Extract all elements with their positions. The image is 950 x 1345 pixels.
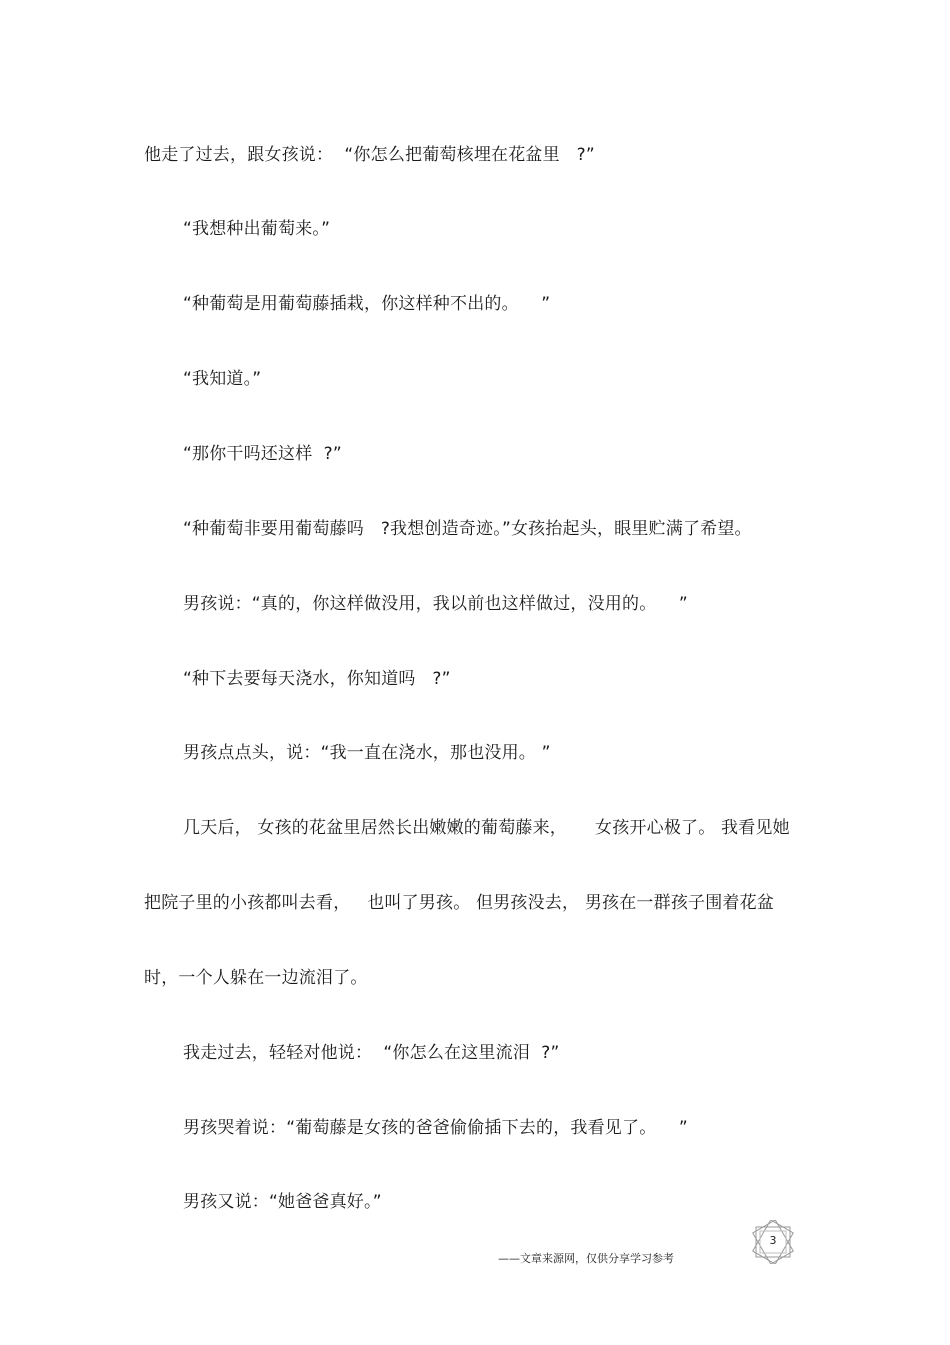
paragraph-line-15: 男孩又说：“她爸爸真好。”	[183, 1192, 382, 1212]
paragraph-line-12: 时，一个人躲在一边流泪了。	[144, 968, 368, 988]
paragraph-line-10: 几天后， 女孩的花盆里居然长出嫩嫩的葡萄藤来， 女孩开心极了。 我看见她	[183, 818, 790, 838]
paragraph-line-4: “我知道。”	[183, 369, 262, 389]
paragraph-line-5: “那你干吗还这样 ?”	[183, 444, 342, 464]
paragraph-line-7: 男孩说：“真的，你这样做没用，我以前也这样做过，没用的。 ”	[183, 594, 688, 614]
paragraph-line-11: 把院子里的小孩都叫去看， 也叫了男孩。 但男孩没去， 男孩在一群孩子围着花盆	[144, 893, 775, 913]
paragraph-line-2: “我想种出葡萄来。”	[183, 219, 331, 239]
source-note: ——文章来源网，仅供分享学习参考	[498, 1252, 674, 1265]
page-number-badge	[748, 1220, 798, 1264]
paragraph-line-1: 他走了过去，跟女孩说： “你怎么把葡萄核埋在花盆里 ?”	[144, 145, 595, 165]
paragraph-line-14: 男孩哭着说：“葡萄藤是女孩的爸爸偷偷插下去的，我看见了。 ”	[183, 1118, 688, 1138]
paragraph-line-9: 男孩点点头，说：“我一直在浇水，那也没用。 ”	[183, 743, 551, 763]
paragraph-line-13: 我走过去，轻轻对他说： “你怎么在这里流泪 ?”	[183, 1043, 560, 1063]
paragraph-line-3: “种葡萄是用葡萄藤插栽，你这样种不出的。 ”	[183, 294, 551, 314]
page-number: 3	[769, 1234, 777, 1247]
paragraph-line-8: “种下去要每天浇水，你知道吗 ?”	[183, 669, 451, 689]
paragraph-line-6: “种葡萄非要用葡萄藤吗 ?我想创造奇迹。”女孩抬起头，眼里贮满了希望。	[183, 519, 752, 539]
